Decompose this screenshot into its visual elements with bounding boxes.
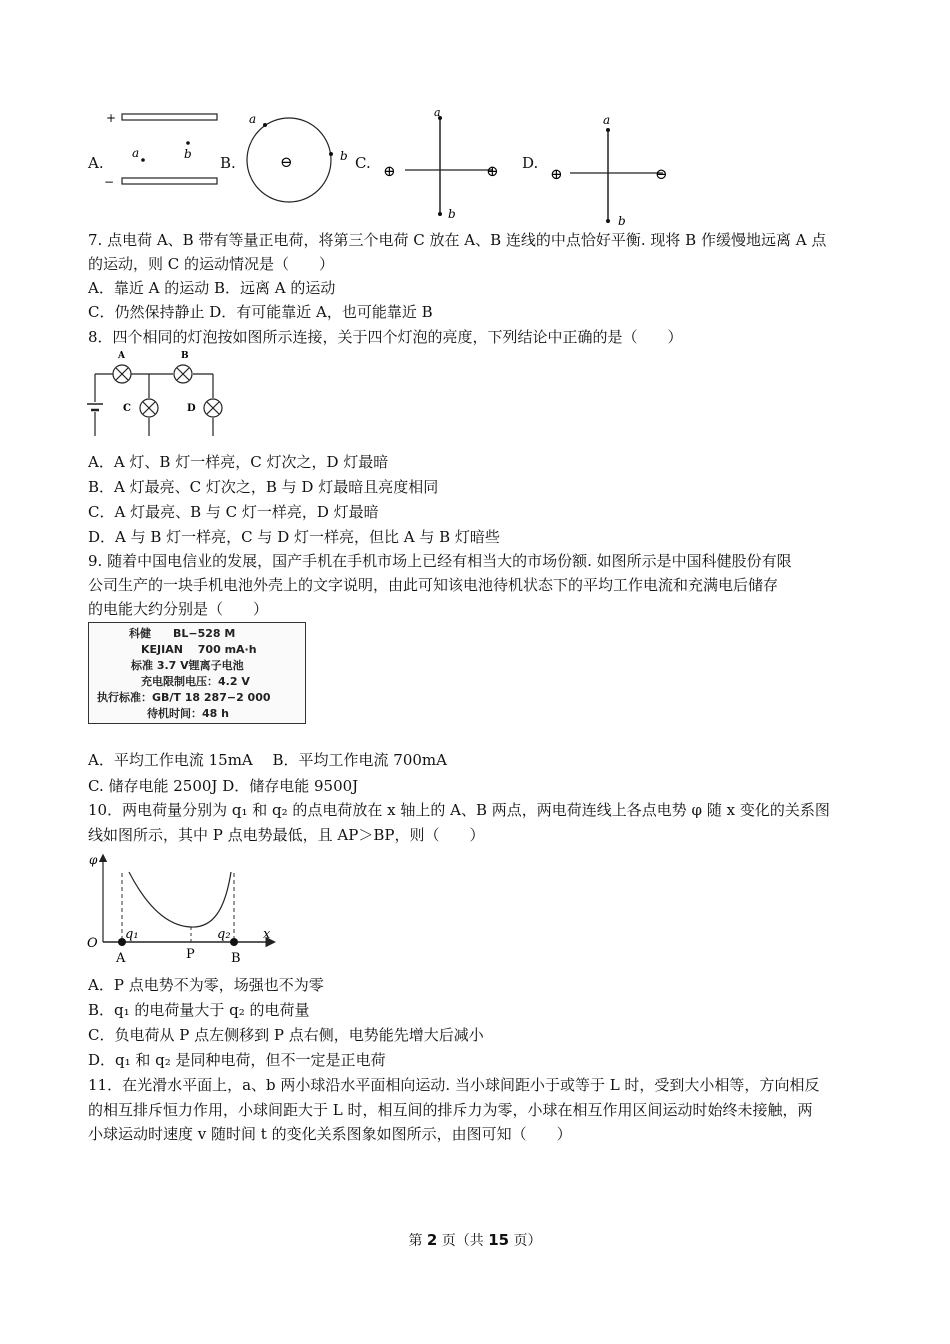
positive-charge-right-icon: ⊕ (486, 162, 499, 180)
q9-stem-line-1: 9. 随着中国电信业的发展，国产手机在手机市场上已经有相当大的市场份额. 如图所示是中国科健股份有限 (88, 552, 792, 570)
q10-option-d: D．q₁ 和 q₂ 是同种电荷，但不一定是正电荷 (88, 1051, 386, 1069)
lamp-b-label: B (181, 351, 189, 361)
q6-figure-b (240, 108, 355, 208)
point-b (606, 219, 610, 223)
q9-stem-line-2: 公司生产的一块手机电池外壳上的文字说明，由此可知该电池待机状态下的平均工作电流和充满电后储存 (88, 576, 779, 594)
q7-stem-line-1: 7. 点电荷 A、B 带有等量正电荷，将第三个电荷 C 放在 A、B 连线的中点恰好平衡. 现将 B 作缓慢地远离 A 点 (88, 231, 827, 249)
battery-line-3: 标准 3.7 V锂离子电池 (131, 659, 244, 672)
q9-options-line-1: A．平均工作电流 15mA B．平均工作电流 700mA (88, 751, 447, 769)
point-p-label: P (186, 947, 195, 962)
battery-line-6: 待机时间：48 h (147, 707, 229, 720)
lamp-a-label: A (118, 351, 125, 361)
q6-figure-d (545, 108, 675, 228)
battery-label-box (88, 622, 306, 724)
footer-prefix: 第 (408, 1233, 427, 1249)
x-axis-label: x (263, 927, 271, 942)
lamp-a-icon (113, 365, 131, 383)
q6-option-d-label: D. (522, 154, 539, 172)
battery-line-5: 执行标准：GB/T 18 287−2 000 (97, 691, 271, 704)
total-page-count: 15 (488, 1231, 510, 1249)
q11-stem-line-3: 小球运动时速度 v 随时间 t 的变化关系图象如图所示，由图可知（ ） (88, 1125, 572, 1143)
q9-stem-line-3: 的电能大约分别是（ ） (88, 600, 269, 618)
lamp-c-label: C (123, 403, 131, 414)
q6-figure-c (378, 108, 508, 223)
point-b-label: B (231, 951, 241, 966)
q8-option-d: D．A 与 B 灯一样亮，C 与 D 灯一样亮，但比 A 与 B 灯暗些 (88, 528, 500, 546)
q10-option-b: B．q₁ 的电荷量大于 q₂ 的电荷量 (88, 1001, 310, 1019)
charge-q2-dot (230, 938, 238, 946)
point-a-label: a (434, 108, 441, 119)
point-a (141, 158, 145, 162)
point-b-label: b (448, 207, 456, 221)
positive-plate (122, 114, 217, 120)
footer-suffix: 页） (509, 1233, 542, 1249)
q11-stem-line-2: 的相互排斥恒力作用，小球间距大于 L 时，相互间的排斥力为零，小球在相互作用区间运动时始终未接触，两 (88, 1101, 813, 1119)
q10-stem-line-2: 线如图所示，其中 P 点电势最低，且 AP＞BP，则（ ） (88, 826, 485, 844)
origin-label: O (87, 936, 98, 951)
lamp-b-icon (174, 365, 192, 383)
q9-options-line-2: C. 储存电能 2500J D．储存电能 9500J (88, 777, 359, 795)
q8-stem: 8．四个相同的灯泡按如图所示连接，关于四个灯泡的亮度，下列结论中正确的是（ ） (88, 328, 683, 346)
negative-charge-icon: ⊖ (655, 165, 668, 183)
q11-stem-line-1: 11．在光滑水平面上，a、b 两小球沿水平面相向运动. 当小球间距小于或等于 L 时，受到大小相等，方向相反 (88, 1076, 820, 1094)
q6-option-a-label: A. (88, 154, 104, 172)
potential-curve (129, 872, 231, 927)
current-page-number: 2 (426, 1231, 438, 1249)
q8-circuit-diagram (85, 346, 225, 441)
negative-plate (122, 178, 217, 184)
battery-line-1: 科健 BL−528 M (129, 627, 236, 640)
q7-options-line-2: C．仍然保持静止 D．有可能靠近 A，也可能靠近 B (88, 303, 433, 321)
point-b (329, 152, 333, 156)
point-a-label: a (603, 113, 611, 127)
q6-option-b-label: B. (220, 154, 236, 172)
q6-figure-a (100, 108, 225, 193)
q6-option-c-label: C. (355, 154, 371, 172)
q8-option-b: B．A 灯最亮、C 灯次之，B 与 D 灯最暗且亮度相同 (88, 478, 439, 496)
point-b-label: b (618, 214, 626, 228)
plus-sign: + (106, 111, 117, 125)
y-axis-label: φ (89, 853, 98, 867)
q8-option-a: A．A 灯、B 灯一样亮，C 灯次之，D 灯最暗 (88, 453, 389, 471)
battery-line-2: KEJIAN 700 mA·h (141, 643, 257, 656)
q1-label: q₁ (125, 927, 139, 942)
q10-potential-graph (85, 848, 285, 970)
positive-charge-left-icon: ⊕ (383, 162, 396, 180)
minus-sign: − (104, 175, 115, 189)
point-a-label: a (249, 112, 257, 126)
lamp-d-icon (204, 399, 222, 417)
point-b (438, 212, 442, 216)
point-b (186, 141, 190, 145)
page-footer (0, 1230, 950, 1250)
lamp-d-label: D (187, 403, 196, 414)
footer-middle: 页（共 (437, 1233, 489, 1249)
positive-charge-icon: ⊕ (550, 165, 563, 183)
lamp-c-icon (140, 399, 158, 417)
point-a-label: a (132, 146, 140, 160)
q8-option-c: C．A 灯最亮、B 与 C 灯一样亮，D 灯最暗 (88, 503, 379, 521)
negative-charge-icon: ⊖ (280, 153, 293, 171)
q7-stem-line-2: 的运动，则 C 的运动情况是（ ） (88, 255, 335, 273)
q2-label: q₂ (217, 927, 231, 942)
point-a-label: A (116, 951, 126, 966)
point-b-label: b (340, 149, 348, 163)
q7-options-line-1: A．靠近 A 的运动 B．远离 A 的运动 (88, 279, 336, 297)
point-a (263, 123, 267, 127)
q10-stem-line-1: 10．两电荷量分别为 q₁ 和 q₂ 的点电荷放在 x 轴上的 A、B 两点，两电荷连线上各点电势 φ 随 x 变化的关系图 (88, 801, 830, 819)
point-a (606, 128, 610, 132)
battery-line-4: 充电限制电压：4.2 V (141, 675, 250, 688)
q10-option-c: C．负电荷从 P 点左侧移到 P 点右侧，电势能先增大后减小 (88, 1026, 484, 1044)
q10-option-a: A．P 点电势不为零，场强也不为零 (88, 976, 324, 994)
point-b-label: b (184, 147, 192, 161)
